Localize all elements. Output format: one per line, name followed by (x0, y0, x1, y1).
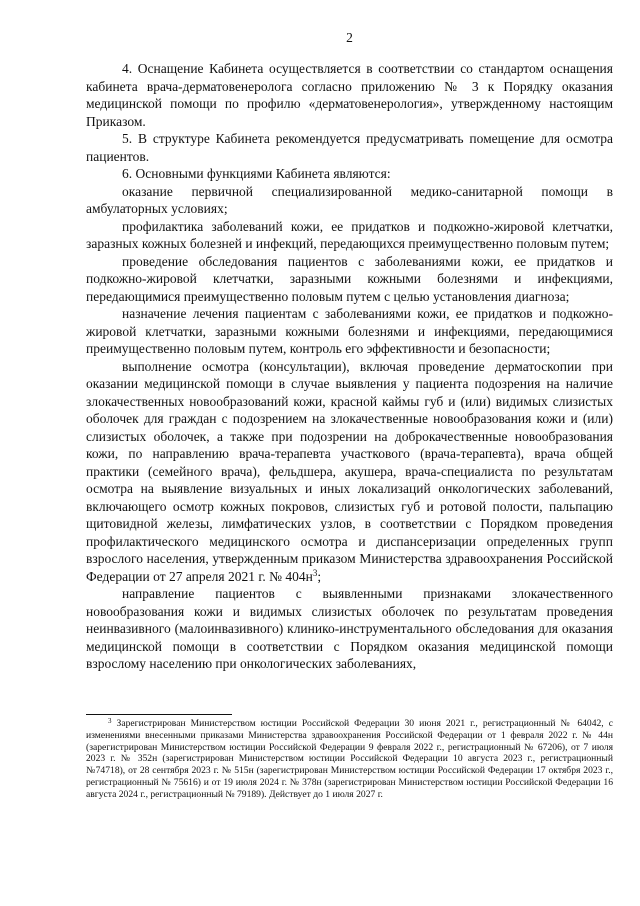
page-number: 2 (346, 30, 353, 45)
paragraph-equipment: 4. Оснащение Кабинета осуществляется в соответствии со стандартом оснащения кабинета врача-дерматовенеролога согласно приложению № 3 к Порядку оказания медицинской помощи по профилю «дерматовенерология», утвержденному настоящим Приказом. (86, 61, 613, 129)
paragraph-functions-heading: 6. Основными функциями Кабинета являются: (122, 166, 391, 181)
list-item-treatment: назначение лечения пациентам с заболеваниями кожи, ее придатков и подкожно-жировой клетчатки, заразными кожными болезнями и инфекциями, передающимися преимущественно половым путем, контроль его эффективности и безопасности; (86, 306, 613, 356)
list-item-referral: направление пациентов с выявленными признаками злокачественного новообразования кожи и видимых слизистых оболочек по результатам проведения неинвазивного (малоинвазивного) клинико-инструментального обследования для оказания медицинской помощи в соответствии с Порядком оказания медицинской помощи взрослому населению при онкологических заболеваниях, (86, 586, 613, 671)
footnote-divider (86, 714, 232, 715)
footnote-reference: 3 (312, 567, 318, 578)
consultation-tail: ; (317, 568, 322, 584)
paragraph-structure: 5. В структуре Кабинета рекомендуется предусматривать помещение для осмотра пациентов. (86, 131, 613, 164)
list-item-consultation (86, 358, 613, 586)
consultation-text: выполнение осмотра (консультации), включая проведение дерматоскопии при оказании медицинской помощи в случае выявления у пациента подозрения на наличие злокачественных новообразований кожи, красной каймы губ и (или) видимых слизистых оболочек для граждан с подозрением на злокачественные новообразования кожи и (или) слизистых оболочек, а также при подозрении на доброкачественные новообразования кожи, по направлению врача-терапевта участкового (врача-терапевта), врача общей практики (семейного врача), фельдшера, акушера, врача-специалиста по результатам осмотра на выявление визуальных и иных локализаций онкологических заболеваний, включающего осмотр кожных покровов, слизистых губ и ротовой полости, пальпацию щитовидной железы, лимфатических узлов, в соответствии с Порядком проведения профилактического медицинского осмотра и диспансеризации определенных групп взрослого населения, утвержденным приказом Министерства здравоохранения Российской Федерации от 27 апреля 2021 г. № 404н (86, 358, 613, 584)
list-item-prevention: профилактика заболеваний кожи, ее придатков и подкожно-жировой клетчатки, заразных кожных болезней и инфекций, передающихся преимущественно половым путем; (86, 218, 613, 251)
list-item-primary-care: оказание первичной специализированной медико-санитарной помощи в амбулаторных условиях; (86, 183, 613, 216)
footnote-text: Зарегистрирован Министерством юстиции Российской Федерации 30 июня 2021 г., регистрационный № 64042, с изменениями внесенными приказами Министерства здравоохранения Российской Федерации от 1 февраля 2022 г. № 44н (зарегистрирован Министерством юстиции Российской Федерации 9 февраля 2022 г., регистрационный № 67206), от 7 июля 2023 г. № 352н (зарегистрирован Министерством юстиции Российской Федерации 10 августа 2023 г., регистрационный №74718), от 28 сентября 2023 г. № 515н (зарегистрирован Министерством юстиции Российской Федерации 17 октября 2023 г., регистрационный № 75616) и от 19 июля 2024 г. № 378н (зарегистрирован Министерством юстиции Российской Федерации 16 августа 2024 г., регистрационный № 79189). Действует до 1 июля 2027 г. (86, 718, 613, 800)
footnote-mark: 3 (108, 717, 112, 725)
list-item-examination: проведение обследования пациентов с заболеваниями кожи, ее придатков и подкожно-жировой клетчатки, заразными кожными болезнями и инфекциями, передающимися преимущественно половым путем с целью установления диагноза; (86, 253, 613, 304)
footnote (86, 718, 613, 801)
